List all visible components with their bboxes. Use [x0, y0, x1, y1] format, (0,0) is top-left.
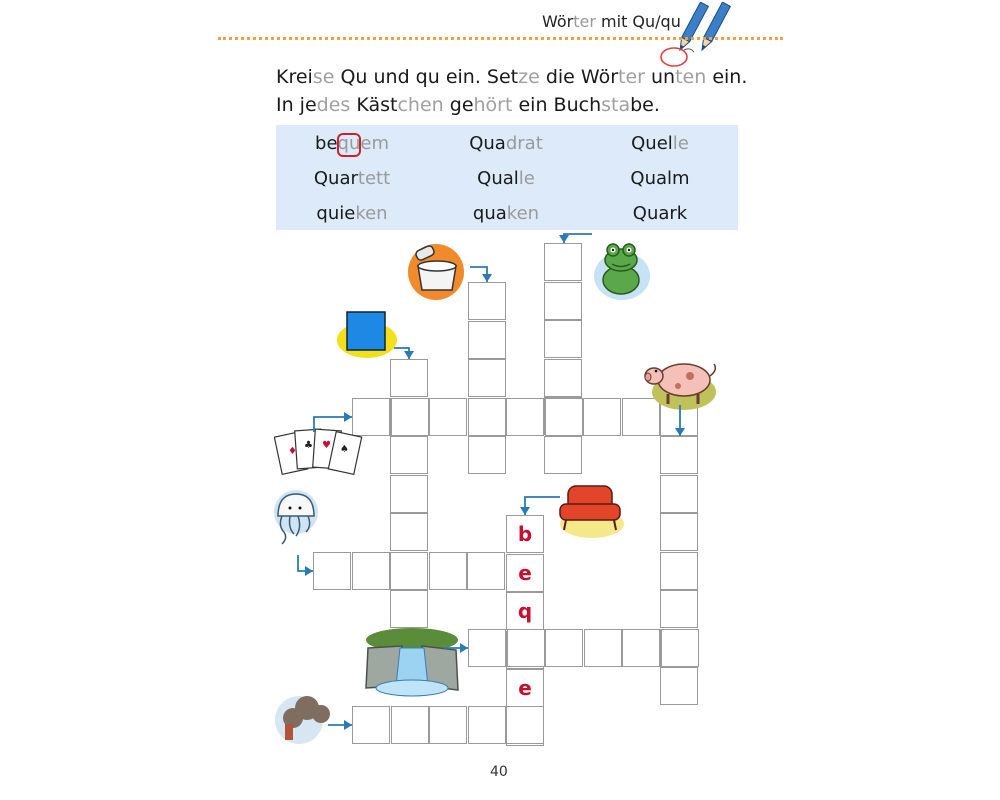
text-segment: ein Buch — [512, 94, 602, 116]
text-segment: qua — [472, 203, 507, 224]
text-segment: Quark — [632, 203, 688, 224]
text-segment: Wör — [542, 12, 574, 31]
text-segment: le — [518, 168, 535, 189]
crossword-cell[interactable] — [583, 398, 621, 436]
crossword-cell[interactable] — [506, 398, 544, 436]
quark-tub-icon — [406, 238, 470, 302]
text-segment: ter — [573, 12, 596, 31]
text-segment: Qualm — [630, 168, 690, 189]
text-segment: ken — [355, 203, 388, 224]
text-segment: Krei — [276, 66, 313, 88]
example-circle-mark — [337, 133, 361, 157]
crossword-cell[interactable] — [429, 706, 467, 744]
text-segment: tett — [357, 168, 391, 189]
crossword-cell[interactable] — [544, 282, 582, 320]
arrow-head — [404, 351, 414, 359]
text-segment: Qua — [469, 133, 506, 154]
arrow-head — [305, 566, 313, 576]
pig-icon — [640, 352, 720, 412]
text-segment: quie — [316, 203, 356, 224]
crossword-cell[interactable] — [468, 629, 506, 667]
crossword-cell[interactable] — [468, 436, 506, 474]
crossword-cell[interactable] — [390, 436, 428, 474]
crossword-cell[interactable] — [660, 436, 698, 474]
text-segment: le — [672, 133, 689, 154]
crossword-cell[interactable] — [390, 475, 428, 513]
crossword-cell[interactable] — [391, 706, 429, 744]
crossword-cell[interactable] — [661, 629, 699, 667]
crossword-cell[interactable] — [660, 513, 698, 551]
svg-text:♠: ♠ — [340, 444, 349, 455]
crossword-cell[interactable] — [390, 513, 428, 551]
text-segment: chen — [397, 94, 444, 116]
crossword-cell[interactable] — [507, 629, 545, 667]
crossword-cell-filled[interactable]: e — [506, 554, 544, 592]
svg-text:♦: ♦ — [288, 446, 297, 457]
text-segment: drat — [505, 133, 543, 154]
crossword-cell[interactable] — [468, 282, 506, 320]
crossword-cell[interactable] — [467, 552, 505, 590]
text-segment: In je — [276, 94, 317, 116]
text-segment: ze — [518, 66, 540, 88]
text-segment: se — [312, 66, 335, 88]
crossword-cell[interactable] — [660, 667, 698, 705]
waterfall-spring-icon — [362, 626, 462, 698]
text-segment: hört — [473, 94, 513, 116]
text-segment: Käst — [350, 94, 398, 116]
blue-square-icon — [335, 310, 399, 360]
crossword-cell[interactable] — [391, 398, 429, 436]
svg-text:♥: ♥ — [322, 440, 331, 451]
word-quark — [633, 203, 687, 224]
crossword-cell[interactable] — [468, 321, 506, 359]
text-segment: ter — [618, 66, 645, 88]
crossword-cell[interactable] — [429, 398, 467, 436]
crossword-cell[interactable] — [352, 706, 390, 744]
arrow-head — [344, 720, 352, 730]
frog-icon — [592, 236, 650, 302]
crossword-cell[interactable] — [544, 436, 582, 474]
smoke-cloud-icon — [273, 690, 337, 746]
crossword-cell[interactable] — [506, 706, 544, 744]
crossword-cell[interactable] — [622, 629, 660, 667]
text-segment: des — [316, 94, 351, 116]
crossword-cell[interactable] — [660, 590, 698, 628]
crossword-cell[interactable] — [545, 398, 583, 436]
text-segment: ken — [506, 203, 540, 224]
text-segment: qu — [337, 133, 361, 154]
text-segment: Qu und qu ein. Set — [334, 66, 519, 88]
word-qualm — [630, 168, 689, 189]
text-segment: ten — [675, 66, 707, 88]
crossword-cell-filled[interactable]: q — [506, 592, 544, 630]
page-header-title — [542, 12, 681, 31]
instruction-line-1 — [276, 66, 747, 88]
crossword-cell-filled[interactable]: e — [506, 669, 544, 707]
page-number: 40 — [490, 764, 508, 780]
clue-arrow — [564, 234, 592, 243]
crossword-cell[interactable] — [390, 359, 428, 397]
crossword-cell[interactable] — [660, 552, 698, 590]
word-quieken — [316, 203, 387, 224]
text-segment: un — [644, 66, 676, 88]
crossword-cell[interactable] — [429, 552, 467, 590]
arrow-head — [520, 507, 530, 515]
word-quadrat — [469, 133, 543, 154]
svg-text:♣: ♣ — [304, 440, 313, 451]
armchair-icon — [556, 480, 626, 540]
text-segment: be. — [630, 94, 660, 116]
crossword-cell-filled[interactable]: b — [506, 515, 544, 553]
jellyfish-icon — [262, 486, 326, 558]
word-quelle — [631, 133, 689, 154]
word-quartett — [314, 168, 390, 189]
text-segment: Quel — [631, 133, 673, 154]
playing-cards-icon — [274, 420, 364, 480]
text-segment: Quar — [313, 168, 358, 189]
instruction-line-2 — [276, 94, 660, 116]
crossword-cell[interactable] — [660, 475, 698, 513]
arrow-head — [482, 274, 492, 282]
crossword-cell[interactable] — [545, 629, 583, 667]
text-segment: ein. — [706, 66, 748, 88]
text-segment: em — [360, 133, 389, 154]
text-segment: ge — [443, 94, 474, 116]
crossword-cell[interactable] — [468, 706, 506, 744]
word-quaken — [473, 203, 539, 224]
arrow-head — [559, 235, 569, 243]
header-divider — [218, 37, 783, 40]
crossword-cell[interactable] — [544, 359, 582, 397]
word-qualle — [477, 168, 535, 189]
crossword-cell[interactable] — [468, 398, 506, 436]
clue-arrow — [470, 267, 487, 282]
crossword-cell[interactable] — [390, 552, 428, 590]
text-segment: be — [315, 133, 338, 154]
clue-arrow — [525, 497, 560, 515]
text-segment: die Wör — [539, 66, 619, 88]
crossword-cell[interactable] — [544, 320, 582, 358]
text-segment: mit Qu/qu — [595, 12, 681, 31]
text-segment: Qual — [477, 168, 519, 189]
crossword-cell[interactable] — [352, 552, 390, 590]
crossword-cell[interactable] — [390, 590, 428, 628]
crossword-cell[interactable] — [468, 359, 506, 397]
crossword-cell[interactable] — [584, 629, 622, 667]
text-segment: sta — [601, 94, 631, 116]
crossword-cell[interactable] — [544, 243, 582, 281]
